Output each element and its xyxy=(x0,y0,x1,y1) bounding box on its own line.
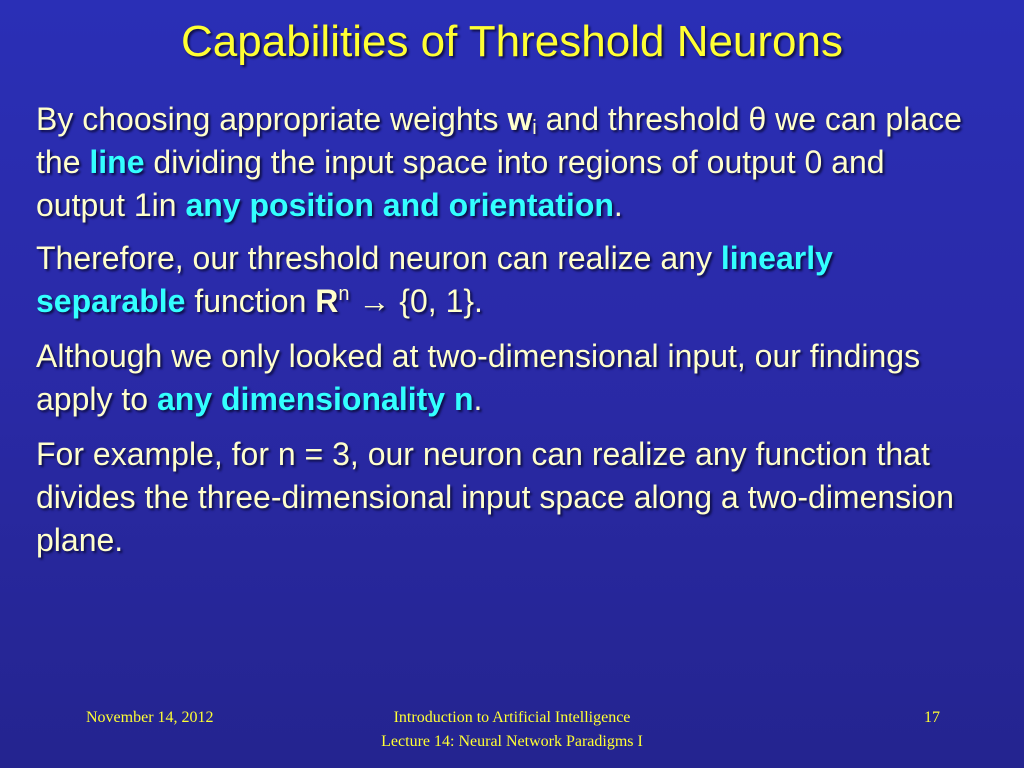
p2-text-1: Therefore, our threshold neuron can realize any xyxy=(36,240,721,276)
p1-text-4: dividing the input space into regions of output 0 and output 1in xyxy=(36,144,885,223)
p2-text-2: function xyxy=(185,283,316,319)
p2-text-3: → {0, 1}. xyxy=(349,283,483,319)
footer-lecture: Lecture 14: Neural Network Paradigms I xyxy=(381,733,643,750)
footer-course-info xyxy=(312,706,712,754)
p1-text-2: and threshold xyxy=(536,101,749,137)
p1-text-1: By choosing appropriate weights xyxy=(36,101,508,137)
footer-page-number: 17 xyxy=(924,709,940,726)
paragraph-dimensionality xyxy=(36,335,976,421)
paragraph-example xyxy=(36,433,976,562)
highlight-dimensionality: any dimensionality n xyxy=(156,381,474,417)
highlight-linearly-separable: linearly separable xyxy=(36,240,833,319)
highlight-position-orientation: any position and orientation xyxy=(185,187,614,223)
highlight-line: line xyxy=(89,144,145,180)
r-symbol: R xyxy=(315,283,339,319)
p1-text-5: . xyxy=(613,187,623,223)
footer-date: November 14, 2012 xyxy=(86,709,214,726)
weight-subscript: i xyxy=(532,117,537,139)
paragraph-linearly-separable xyxy=(36,237,976,323)
footer-course: Introduction to Artificial Intelligence xyxy=(393,709,631,726)
paragraph-weights xyxy=(36,98,976,227)
p3-text-1: Although we only looked at two-dimensional input, our findings apply to xyxy=(36,338,921,417)
p3-text-2: . xyxy=(473,381,483,417)
p4-text-1: For example, for n = 3, our neuron can realize any function that divides the three-dimensional input space along a two-dimension plane. xyxy=(36,436,954,558)
n-superscript: n xyxy=(338,283,350,305)
slide-body xyxy=(36,98,976,574)
p1-text-3: we can place the xyxy=(36,101,962,180)
weight-symbol: w xyxy=(507,101,533,137)
theta-symbol: θ xyxy=(748,101,767,137)
slide-title: Capabilities of Threshold Neurons xyxy=(181,17,843,66)
